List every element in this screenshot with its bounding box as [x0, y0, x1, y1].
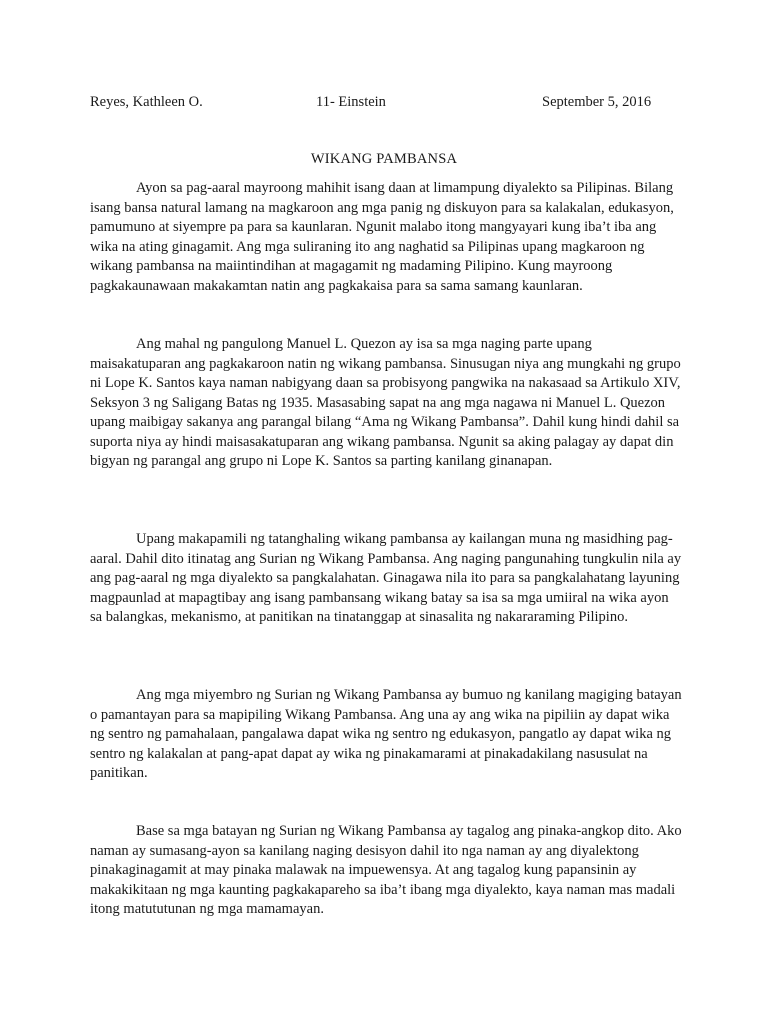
date: September 5, 2016: [542, 94, 652, 110]
paragraph-5: Base sa mga batayan ng Surian ng Wikang Pambansa ay tagalog ang pinaka-angkop dito. Ako naman ay sumasang-ayon sa kanilang naging desisyon dahil ito nga naman ay ang diyalektong pinakaginagamit at may pinaka malawak na impuewensya. At ang tagalog kung papansinin ay makakikitaan ng mga kaunting pagkakapareho sa iba’t ibang mga diyalekto, kaya naman mas madali itong matututunan ng mga mamamayan.: [90, 823, 682, 917]
class-section: 11- Einstein: [316, 94, 386, 110]
paragraph-4: Ang mga miyembro ng Surian ng Wikang Pambansa ay bumuo ng kanilang magiging batayan o pamantayan para sa mapipiling Wikang Pambansa. Ang una ay ang wika na pipiliin ay dapat wika ng sentro ng pamahalaan, pangalawa dapat wika ng sentro ng edukasyon, pangatlo ay dapat wika ng sentro ng kalakalan at pang-apat dapat ay wika ng pinakamarami at pinakadakilang nasusulat na panitikan.: [90, 687, 682, 781]
paragraph-3: Upang makapamili ng tatanghaling wikang pambansa ay kailangan muna ng masidhing pag-aaral. Dahil dito itinatag ang Surian ng Wikang Pambansa. Ang naging pangunahing tungkulin nila ay ang pag-aaral ng mga diyalekto sa pangkalahatan. Ginagawa nila ito para sa pangkalahatang layuning magpaunlad at mapagtibay ang isang pambansang wikang batay sa isa sa mga umiiral na wika ayon sa balangkas, mekanismo, at panitikan na tinatanggap at sinasalita ng nakararaming Pilipino.: [90, 531, 682, 625]
paragraph-2: Ang mahal ng pangulong Manuel L. Quezon ay isa sa mga naging parte upang maisakatuparan ang pagkakaroon natin ng wikang pambansa. Sinusugan niya ang mungkahi ng grupo ni Lope K. Santos kaya naman nabigyang daan sa probisyong pangwika na nakasaad sa Artikulo XIV, Seksyon 3 ng Saligang Batas ng 1935. Masasabing sapat na ang mga nagawa ni Manuel L. Quezon upang maibigay sakanya ang parangal bilang “Ama ng Wikang Pambansa”. Dahil kung hindi dahil sa suporta niya ay hindi maisasakatuparan ang wikang pambansa. Ngunit sa aking palagay ay dapat din bigyan ng parangal ang grupo ni Lope K. Santos sa parting kanilang ginanapan.: [90, 336, 681, 469]
paragraph-1: Ayon sa pag-aaral mayroong mahihit isang daan at limampung diyalekto sa Pilipinas. Bilang isang bansa natural lamang na magkaroon ang mga panig ng diskuyon para sa kalakalan, edukasyon, pamumuno at siyempre pa para sa kaunlaran. Ngunit malabo itong mangyayari kung iba’t iba ang wika na ating ginagamit. Ang mga suliraning ito ang naghatid sa Pilipinas upang magkaroon ng wikang pambansa na maiintindihan at magagamit ng madaming Pilipino. Kung mayroong pagkakaunawaan makakamtan natin ang pagkakaisa para sa sama samang kaunlaran.: [90, 180, 674, 294]
header-line: [90, 94, 690, 114]
document-title: WIKANG PAMBANSA: [310, 151, 458, 167]
student-name: Reyes, Kathleen O.: [90, 94, 203, 110]
